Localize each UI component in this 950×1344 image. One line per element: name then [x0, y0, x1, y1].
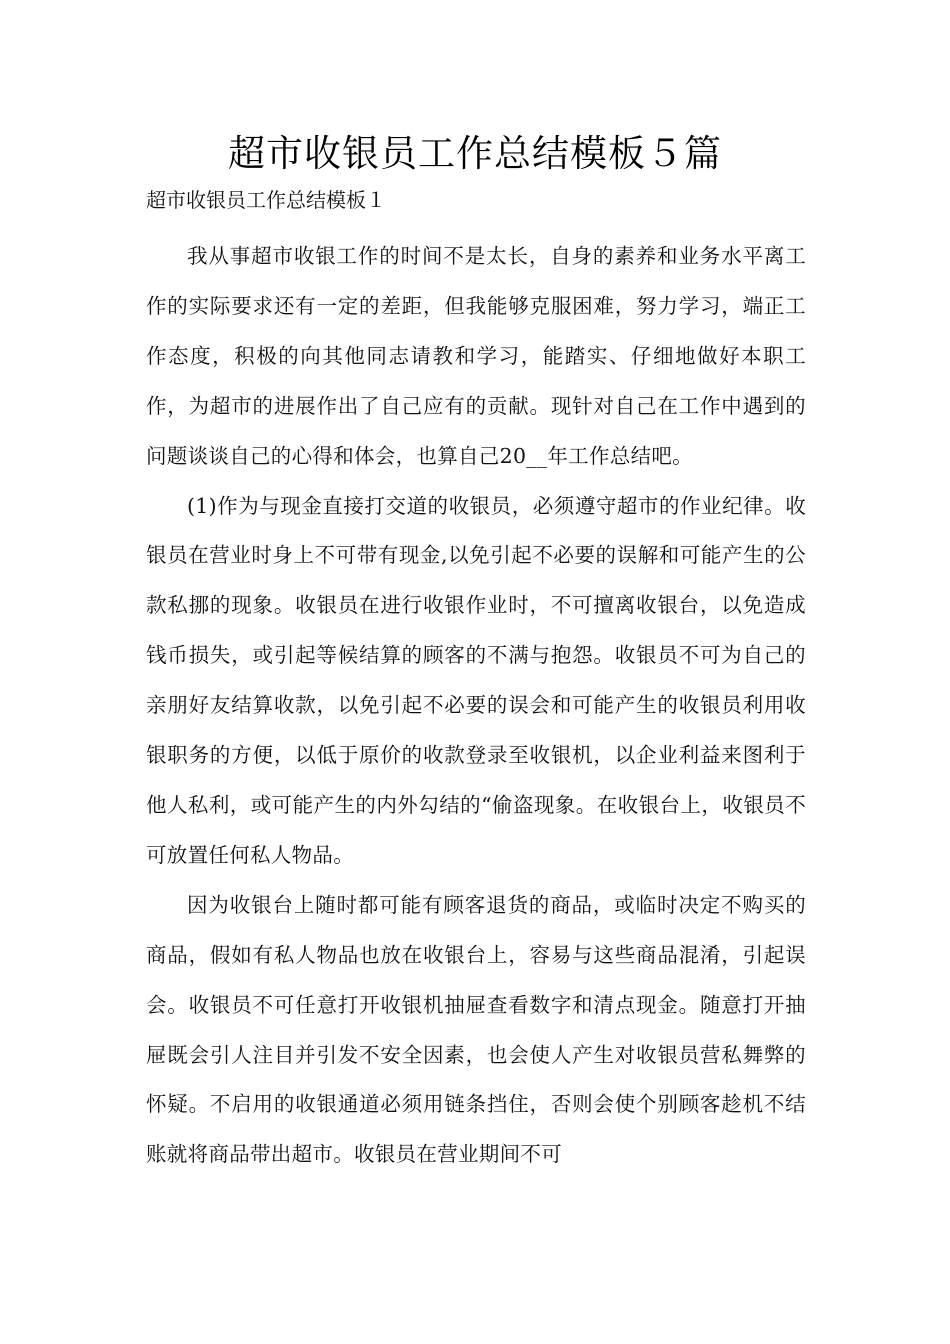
- paragraph-counter-rules: 因为收银台上随时都可能有顾客退货的商品，或临时决定不购买的商品，假如有私人物品也放在收银台上，容易与这些商品混淆，引起误会。收银员不可任意打开收银机抽屉查看数字和清点现金。随意打开抽屉既会引人注目并引发不安全因素，也会使人产生对收银员营私舞弊的怀疑。不启用的收银通道必须用链条挡住，否则会使个别顾客趁机不结账就将商品带出超市。收银员在营业期间不可: [146, 892, 806, 1167]
- document-subtitle: 超市收银员工作总结模板１: [146, 188, 386, 212]
- paragraph-discipline: (1)作为与现金直接打交道的收银员，必须遵守超市的作业纪律。收银员在营业时身上不可带有现金,以免引起不必要的误解和可能产生的公款私挪的现象。收银员在进行收银作业时，不可擅离收银台，以免造成钱币损失，或引起等候结算的顾客的不满与抱怨。收银员不可为自己的亲朋好友结算收款，以免引起不必要的误会和可能产生的收银员利用收银职务的方便，以低于原价的收款登录至收银机，以企业利益来图利于他人私利，或可能产生的内外勾结的“偷盗现象。在收银台上，收银员不可放置任何私人物品。: [146, 493, 806, 867]
- document-title: 超市收银员工作总结模板５篇: [228, 132, 722, 175]
- paragraph-intro: 我从事超市收银工作的时间不是太长，自身的素养和业务水平离工作的实际要求还有一定的差距，但我能够克服困难，努力学习，端正工作态度，积极的向其他同志请教和学习，能踏实、仔细地做好本职工作，为超市的进展作出了自己应有的贡献。现针对自己在工作中遇到的问题谈谈自己的心得和体会，也算自己20__年工作总结吧。: [146, 244, 806, 468]
- document-body: [146, 232, 806, 1180]
